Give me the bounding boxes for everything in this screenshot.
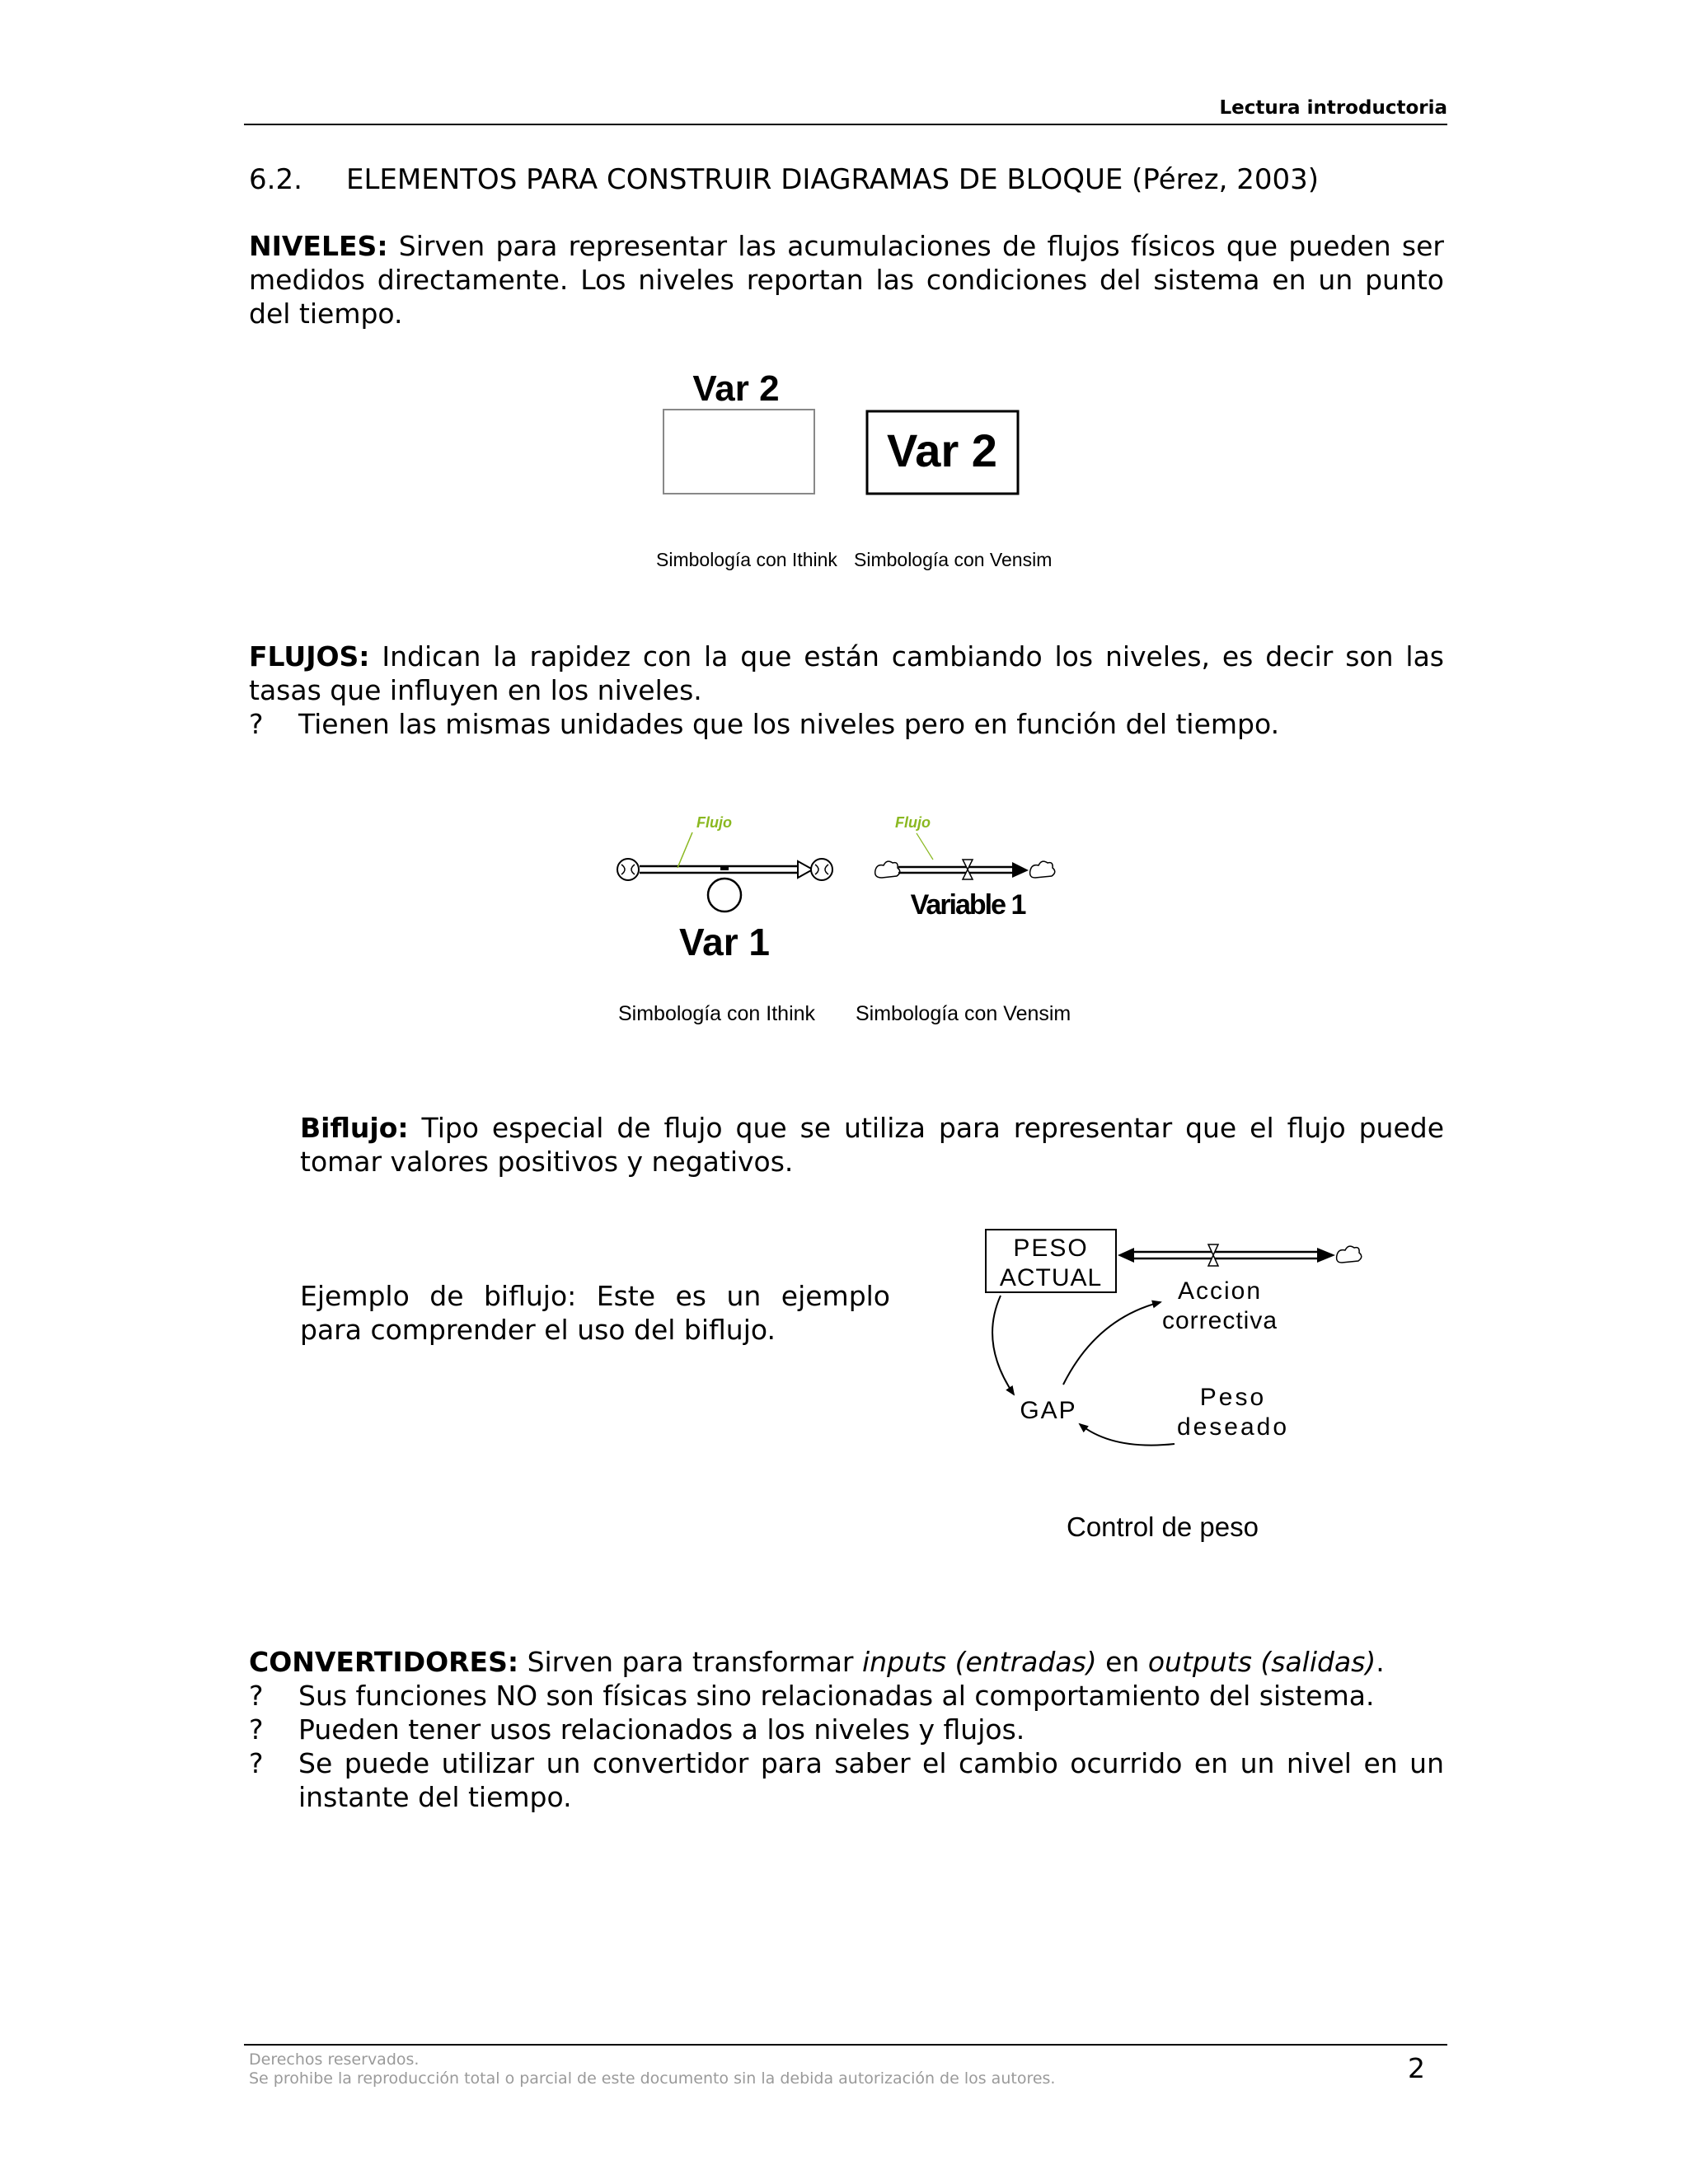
bullet-mark: ? — [249, 708, 264, 740]
section-title — [249, 163, 1319, 196]
vensim-flow-label: Flujo — [895, 814, 931, 831]
vensim-sink-cloud-icon — [1030, 861, 1055, 878]
biflujo-paragraph — [300, 1111, 1444, 1179]
ithink-flow-label: Flujo — [696, 814, 732, 831]
link-gap-to-flow — [1063, 1302, 1160, 1385]
convertidores-text-e: . — [1376, 1646, 1385, 1678]
niveles-caption-vensim: Simbología con Vensim — [854, 549, 1053, 570]
section-title-text: ELEMENTOS PARA CONSTRUIR DIAGRAMAS DE BLOQUE (Pérez, 2003) — [346, 163, 1320, 196]
footer-notice — [249, 2050, 1055, 2088]
desired-label-line2: deseado — [1176, 1413, 1290, 1441]
flujos-paragraph — [249, 640, 1444, 707]
vensim-var-label: Variable 1 — [910, 889, 1025, 921]
section-number: 6.2. — [249, 163, 302, 196]
bullet-mark: ? — [249, 1747, 264, 1779]
niveles-paragraph — [249, 229, 1444, 330]
desired-label-line1: Peso — [1199, 1384, 1267, 1411]
convertidores-paragraph — [249, 1645, 1444, 1679]
convertidores-bullet-text: Pueden tener usos relacionados a los niveles y flujos. — [298, 1713, 1025, 1746]
bullet-mark: ? — [249, 1713, 264, 1746]
footer-rule — [244, 2044, 1447, 2046]
gap-label: GAP — [1020, 1397, 1077, 1424]
ithink-var-label: Var 1 — [679, 921, 770, 963]
niveles-term: NIVELES: — [249, 230, 388, 262]
convertidores-term: CONVERTIDORES: — [249, 1646, 519, 1678]
biflujo-caption: Control de peso — [1067, 1511, 1259, 1542]
vensim-source-cloud-icon — [875, 861, 900, 878]
running-header: Lectura introductoria — [1219, 97, 1447, 119]
convertidores-bullet-item — [249, 1713, 1444, 1746]
link-stock-to-gap — [992, 1296, 1014, 1394]
flujos-bullet-item — [249, 707, 1444, 741]
ithink-source-cloud-icon — [617, 859, 639, 880]
ithink-stock-label: Var 2 — [692, 368, 780, 409]
convertidores-bullet-item — [249, 1746, 1444, 1814]
biflujo-figure — [973, 1220, 1368, 1549]
biflow-sink-cloud-icon — [1337, 1246, 1362, 1263]
convertidores-bullet-text: Sus funciones NO son físicas sino relacionadas al comportamiento del sistema. — [298, 1680, 1375, 1712]
header-rule — [244, 124, 1447, 125]
convertidores-text-a: Sirven para transformar — [527, 1646, 854, 1678]
vensim-valve-icon — [963, 860, 973, 879]
convertidores-text-c: en — [1105, 1646, 1140, 1678]
biflujo-term: Biflujo: — [300, 1112, 409, 1144]
biflow-valve-icon — [1208, 1244, 1218, 1266]
biflujo-text: Tipo especial de flujo que se utiliza para representar que el flujo puede tomar valores positivos y negativos. — [300, 1112, 1444, 1178]
flujos-term: FLUJOS: — [249, 640, 370, 673]
biflow-right-arrowhead-icon — [1317, 1248, 1335, 1263]
convertidores-text-d: outputs (salidas) — [1147, 1646, 1376, 1678]
flujos-figure — [610, 804, 1088, 977]
footer-line1: Derechos reservados. — [249, 2050, 420, 2069]
vensim-flow-arrowhead-icon — [1012, 862, 1029, 878]
flujos-caption-vensim: Simbología con Vensim — [856, 1002, 1071, 1025]
stock-label-line1: PESO — [1013, 1235, 1089, 1262]
ithink-stock-box — [663, 410, 814, 494]
flujos-bullet-text: Tienen las mismas unidades que los niveles pero en función del tiempo. — [298, 708, 1280, 740]
vensim-stock-label: Var 2 — [887, 424, 997, 476]
convertidores-bullet-item — [249, 1679, 1444, 1713]
flow-label-line2: correctiva — [1161, 1307, 1278, 1334]
biflujo-example: Ejemplo de biflujo: Este es un ejemplo para comprender el uso del biflujo. — [300, 1280, 890, 1346]
ithink-flow-pointer — [678, 832, 692, 868]
niveles-text: Sirven para representar las acumulaciones de flujos físicos que pueden ser medidos directamente. Los niveles reportan las condiciones del sistema en un punto del tiempo. — [249, 230, 1444, 330]
convertidores-text-b: inputs (entradas) — [862, 1646, 1097, 1678]
flow-label-line1: Accion — [1177, 1277, 1263, 1305]
ithink-valve-stem — [720, 866, 729, 870]
bullet-mark: ? — [249, 1680, 264, 1712]
page-number: 2 — [1408, 2052, 1425, 2084]
flujos-caption-ithink: Simbología con Ithink — [618, 1002, 816, 1025]
link-desired-to-gap — [1080, 1424, 1175, 1446]
vensim-flow-pointer — [917, 833, 933, 860]
biflow-left-arrowhead-icon — [1118, 1248, 1134, 1263]
flujos-text: Indican la rapidez con la que están cambiando los niveles, es decir son las tasas que influyen en los niveles. — [249, 640, 1444, 706]
ithink-sink-cloud-icon — [811, 859, 832, 880]
footer-line2: Se prohibe la reproducción total o parcial de este documento sin la debida autorización de los autores. — [249, 2069, 1056, 2088]
convertidores-bullet-text: Se puede utilizar un convertidor para saber el cambio ocurrido en un nivel en un instante del tiempo. — [298, 1747, 1444, 1813]
niveles-figure — [643, 363, 1055, 577]
stock-label-line2: ACTUAL — [999, 1264, 1103, 1291]
ithink-valve-circle-icon — [708, 879, 741, 912]
niveles-caption-ithink: Simbología con Ithink — [656, 549, 837, 570]
